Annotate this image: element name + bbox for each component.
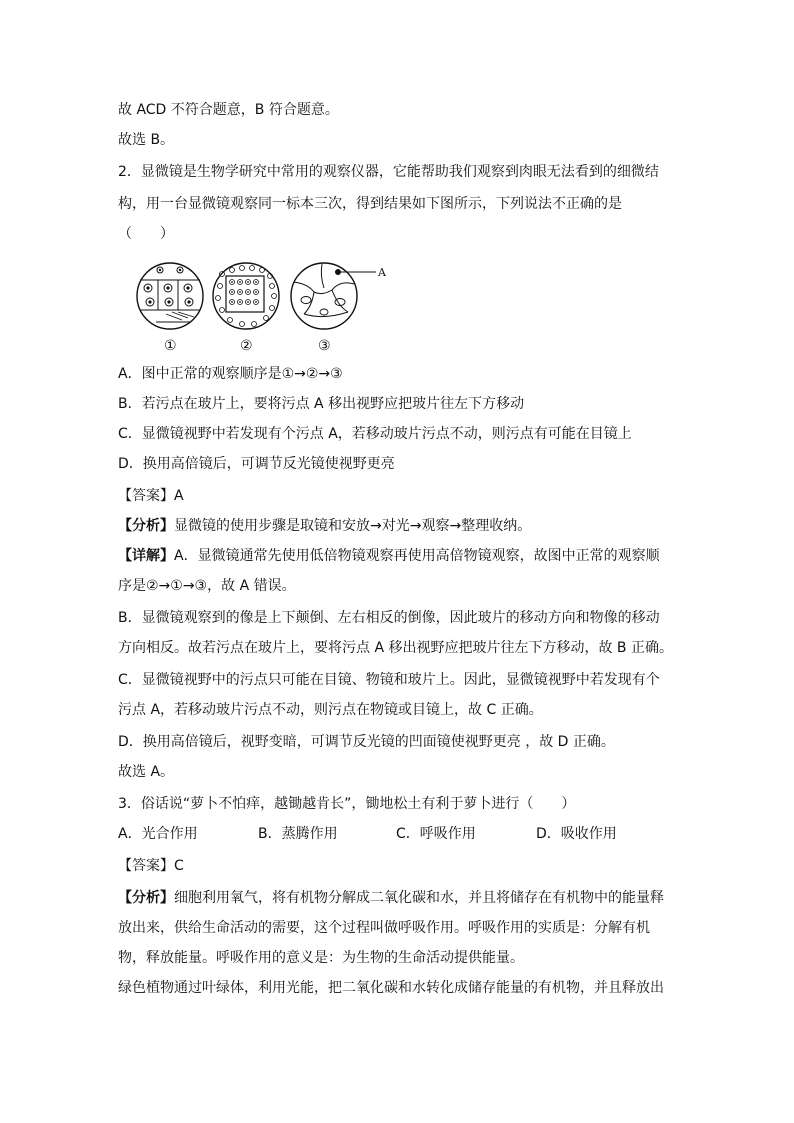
option-b: B．蒸腾作用	[258, 826, 338, 842]
analysis-text: 显微镜的使用步骤是取镜和安放→对光→观察→整理收纳。	[174, 518, 532, 534]
figure-label-2: ②	[240, 338, 253, 354]
option-d: D．吸收作用	[536, 826, 617, 842]
question-3-stem: 3．俗话说“萝卜不怕痒，越锄越肯长”，锄地松土有利于萝卜进行（ ）	[118, 796, 576, 812]
option-c: C．呼吸作用	[396, 826, 476, 842]
text-line: 故 ACD 不符合题意，B 符合题意。	[118, 102, 339, 118]
analysis-line: 绿色植物通过叶绿体，利用光能，把二氧化碳和水转化成储存能量的有机物，并且释放出	[118, 980, 664, 996]
detail-line: C．显微镜视野中的污点只可能在目镜、物镜和玻片上。因此，显微镜视野中若发现有个	[118, 672, 660, 688]
microscope-figure	[136, 262, 416, 362]
answer-line: 【答案】C	[118, 858, 184, 874]
analysis-line	[118, 516, 531, 536]
analysis-line: 放出来，供给生命活动的需要，这个过程叫做呼吸作用。呼吸作用的实质是：分解有机	[118, 920, 650, 936]
detail-text: A．显微镜通常先使用低倍物镜观察再使用高倍物镜观察，故图中正常的观察顺	[174, 548, 660, 564]
question-2-stem-cont: 构，用一台显微镜观察同一标本三次，得到结果如下图所示，下列说法不正确的是	[118, 196, 622, 212]
detail-line: D．换用高倍镜后，视野变暗，可调节反光镜的凹面镜使视野更亮 ，故 D 正确。	[118, 734, 615, 750]
option-a: A．图中正常的观察顺序是①→②→③	[118, 366, 343, 382]
view-1	[137, 263, 203, 329]
figure-label-3: ③	[318, 338, 331, 354]
microscope-figure-svg	[136, 262, 416, 362]
answer-line: 【答案】A	[118, 488, 184, 504]
figure-label-1: ①	[164, 338, 177, 354]
answer-bracket: （ ）	[118, 226, 174, 242]
detail-line: 方向相反。故若污点在玻片上，要将污点 A 移出视野应把玻片往左下方移动，故 B 正确。	[118, 640, 673, 656]
analysis-tag: 【分析】	[118, 890, 174, 906]
question-3-options	[118, 824, 617, 844]
view-2	[213, 263, 279, 329]
analysis-tag: 【分析】	[118, 518, 174, 534]
option-c: C．显微镜视野中若发现有个污点 A，若移动玻片污点不动，则污点有可能在目镜上	[118, 426, 632, 442]
detail-line: 序是②→①→③，故 A 错误。	[118, 578, 296, 594]
option-a: A．光合作用	[118, 826, 198, 842]
analysis-text: 细胞利用氧气，将有机物分解成二氧化碳和水，并且将储存在有机物中的能量释	[174, 890, 664, 906]
detail-tag: 【详解】	[118, 548, 174, 564]
detail-line: 故选 A。	[118, 764, 175, 780]
detail-line: 污点 A，若移动玻片污点不动，则污点在物镜或目镜上，故 C 正确。	[118, 702, 543, 718]
analysis-line	[118, 888, 664, 908]
view-3	[291, 263, 376, 329]
question-2-stem: 2．显微镜是生物学研究中常用的观察仪器，它能帮助我们观察到肉眼无法看到的细微结	[118, 164, 659, 180]
option-d: D．换用高倍镜后，可调节反光镜使视野更亮	[118, 456, 395, 472]
analysis-line: 物，释放能量。呼吸作用的意义是：为生物的生命活动提供能量。	[118, 950, 524, 966]
label-a: A	[378, 266, 386, 279]
option-b: B．若污点在玻片上，要将污点 A 移出视野应把玻片往左下方移动	[118, 396, 525, 412]
text-line: 故选 B。	[118, 132, 175, 148]
detail-line: B．显微镜观察到的像是上下颠倒、左右相反的倒像，因此玻片的移动方向和物像的移动	[118, 610, 660, 626]
detail-line	[118, 546, 660, 566]
